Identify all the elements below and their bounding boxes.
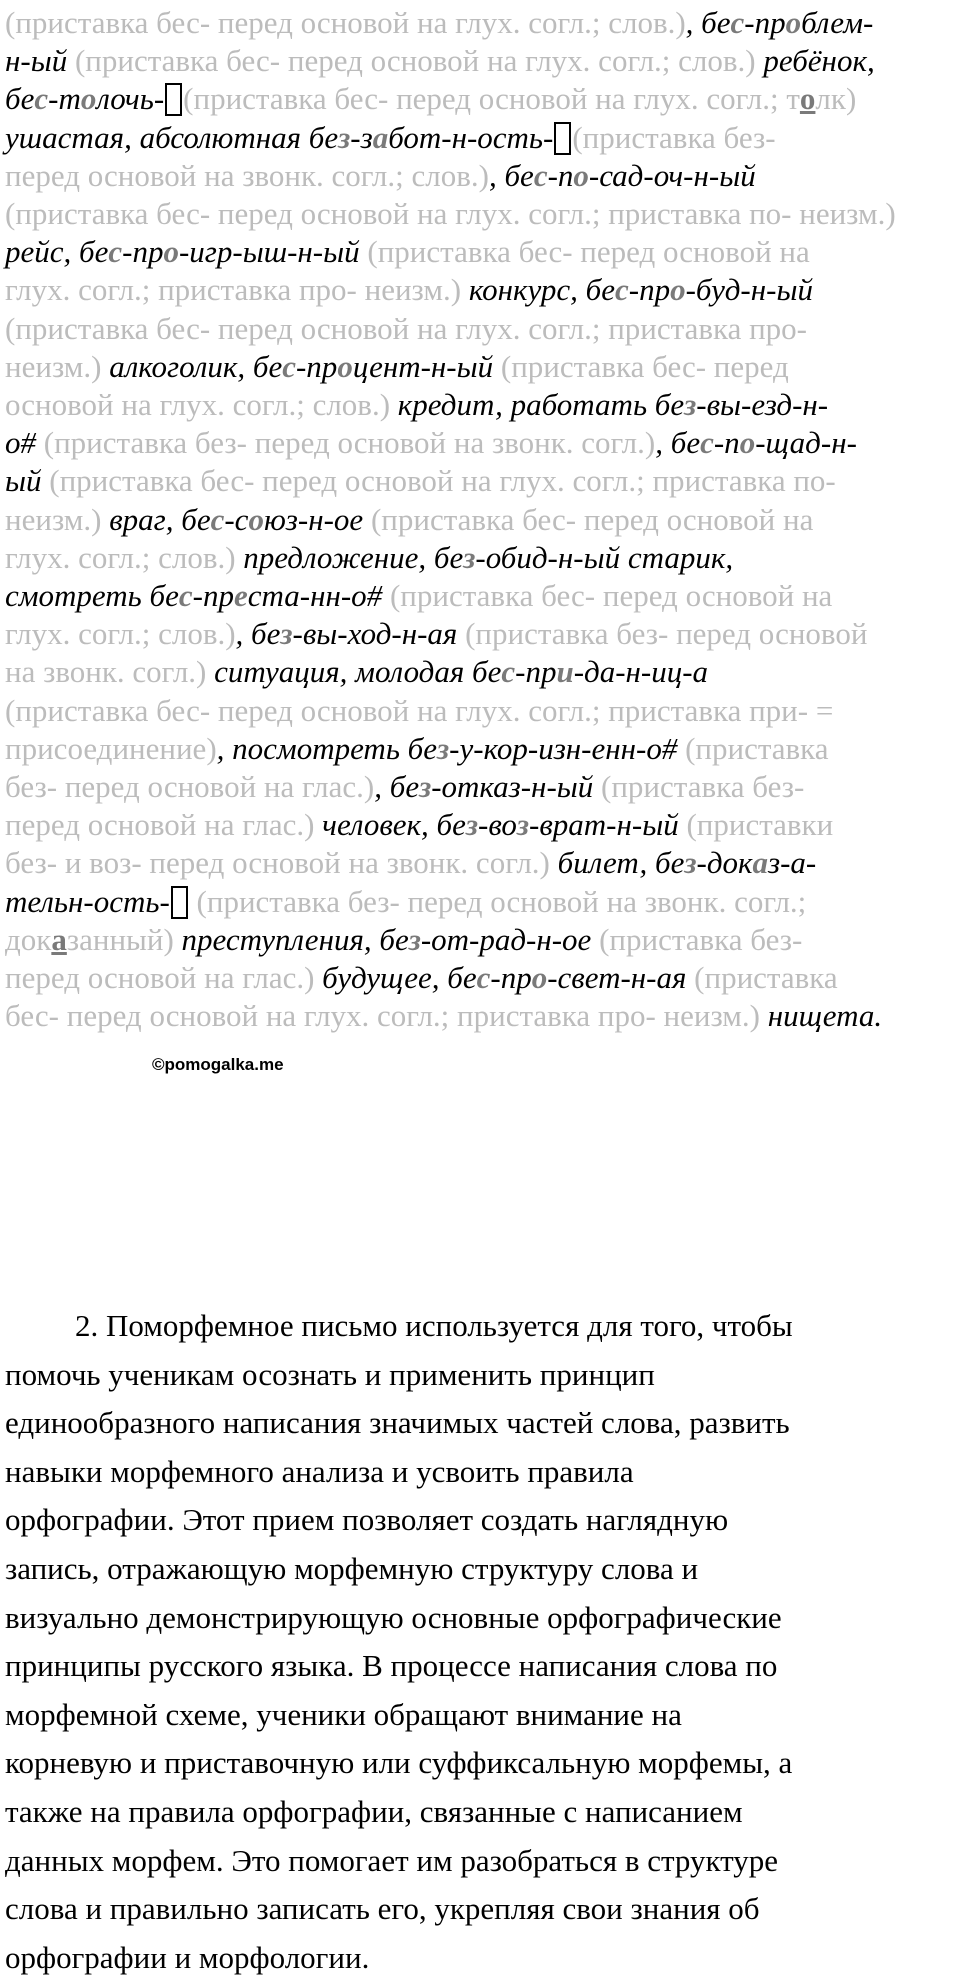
grammar-note: лк) bbox=[815, 81, 857, 117]
paragraph-line: орфографии. Этот прием позволяет создать наглядную bbox=[5, 1502, 729, 1538]
orthogram-letter: з bbox=[516, 807, 530, 843]
example-word: конкурс, бе bbox=[468, 272, 615, 308]
orthogram-letter: с bbox=[108, 234, 123, 270]
example-line bbox=[5, 118, 776, 158]
example-line bbox=[5, 843, 816, 883]
example-word: -вы-езд-н- bbox=[696, 387, 829, 422]
example-line bbox=[5, 423, 857, 463]
example-line bbox=[5, 652, 708, 692]
grammar-note: глух. согл.; приставка про- неизм.) bbox=[5, 272, 469, 308]
grammar-note: (приставка без- bbox=[572, 119, 776, 155]
grammar-note: (приставка без- перед основой на звонк. согл.) bbox=[36, 425, 656, 461]
example-line bbox=[5, 576, 832, 616]
example-line bbox=[5, 461, 836, 501]
example-word: -пр bbox=[122, 234, 164, 270]
grammar-note: (приставка без- перед основой на звонк. согл.; bbox=[188, 883, 807, 919]
example-word: -буд-н-ый bbox=[685, 272, 813, 308]
example-word: -сад-оч-н-ый bbox=[588, 157, 756, 193]
example-word: бот-н-ость- bbox=[388, 119, 554, 155]
example-word: человек, бе bbox=[322, 807, 466, 843]
example-word: ста-нн-о bbox=[247, 578, 367, 613]
example-word: -с bbox=[224, 501, 249, 537]
example-word: , бе bbox=[235, 616, 281, 652]
example-word: -пр bbox=[192, 578, 234, 613]
example-word: -у-кор-изн-енн-о bbox=[449, 730, 662, 766]
example-line bbox=[5, 309, 807, 349]
example-word: -игр-ыш-н-ый bbox=[178, 234, 360, 270]
watermark: ©pomogalka.me bbox=[152, 1055, 284, 1074]
example-word: -отказ-н-ый bbox=[431, 769, 594, 804]
example-line bbox=[5, 729, 829, 769]
grammar-note: на звонк. согл.) bbox=[5, 654, 215, 690]
example-line bbox=[5, 194, 896, 234]
example-word: -з bbox=[350, 119, 373, 155]
orthogram-letter: о bbox=[337, 348, 353, 384]
orthogram-letter: з bbox=[280, 616, 293, 652]
ending-mark: # bbox=[661, 730, 678, 766]
orthogram-letter: з bbox=[338, 119, 351, 155]
example-word: тельн-ость- bbox=[5, 883, 170, 919]
example-word: юз-н-ое bbox=[263, 501, 364, 537]
example-word: алкоголик, бе bbox=[109, 348, 283, 384]
grammar-note: (приставка бес- перед основой на глух. согл.; слов.) bbox=[67, 43, 764, 79]
example-word: -пр bbox=[515, 654, 557, 690]
orthogram-letter: о bbox=[670, 272, 686, 308]
example-word: н-ый bbox=[5, 43, 68, 79]
grammar-note: (приставка бес- перед основой на bbox=[359, 234, 810, 270]
example-word: смотреть бе bbox=[5, 578, 179, 613]
example-line bbox=[5, 614, 867, 654]
example-word: -во bbox=[478, 807, 517, 843]
grammar-note: (приставки bbox=[678, 807, 834, 843]
orthogram-letter: с bbox=[614, 272, 629, 308]
example-line bbox=[5, 920, 802, 960]
example-word: -п bbox=[547, 157, 574, 193]
example-line bbox=[5, 958, 838, 998]
example-word: -обид-н-ый старик, bbox=[475, 539, 734, 575]
example-line bbox=[5, 156, 756, 196]
orthogram-letter: а bbox=[752, 845, 769, 881]
zero-ending-box bbox=[165, 83, 182, 116]
example-line bbox=[5, 347, 789, 387]
example-word: -вы-ход-н-ая bbox=[292, 616, 458, 652]
grammar-note: без- перед основой на глас.) bbox=[5, 769, 375, 804]
example-line bbox=[5, 691, 833, 731]
paragraph-line: орфографии и морфологии. bbox=[5, 1939, 370, 1975]
orthogram-letter: з bbox=[684, 845, 697, 881]
zero-ending-box bbox=[554, 122, 571, 155]
zero-ending-box bbox=[171, 886, 188, 919]
orthogram-letter: з bbox=[419, 769, 432, 804]
example-word: -п bbox=[713, 425, 740, 461]
grammar-note: перед основой на глас.) bbox=[5, 807, 323, 843]
check-word-letter: о bbox=[799, 81, 816, 117]
orthogram-letter: з bbox=[465, 807, 479, 843]
example-word: -свет-н-ая bbox=[547, 960, 687, 995]
example-line bbox=[5, 79, 856, 119]
ending-mark: # bbox=[20, 425, 36, 461]
example-word: , бе bbox=[374, 769, 420, 804]
example-word: -да-н-иц-а bbox=[573, 654, 709, 690]
grammar-note: (приставка бес- перед основой на bbox=[363, 501, 814, 537]
example-word: враг, бе bbox=[109, 501, 211, 537]
grammar-note: глух. согл.; слов.) bbox=[5, 539, 244, 575]
grammar-note: (приставка bbox=[686, 960, 838, 995]
paragraph-line: данных морфем. Это помогает им разобраться в структуре bbox=[5, 1842, 779, 1878]
orthogram-letter: о bbox=[163, 234, 179, 270]
ending-mark: # bbox=[366, 578, 383, 613]
orthogram-letter: с bbox=[282, 348, 296, 384]
example-line bbox=[5, 232, 810, 272]
example-line bbox=[5, 882, 806, 922]
example-line bbox=[5, 996, 882, 1036]
orthogram-letter: о bbox=[573, 157, 589, 193]
orthogram-letter: с bbox=[700, 425, 714, 461]
example-line bbox=[5, 500, 813, 540]
orthogram-letter: с bbox=[476, 960, 491, 995]
example-word: бе bbox=[5, 81, 35, 117]
orthogram-letter: о bbox=[248, 501, 264, 537]
example-word: о bbox=[5, 425, 21, 461]
paragraph-line: запись, отражающую морфемную структуру слова и bbox=[5, 1550, 699, 1586]
orthogram-letter: с bbox=[501, 654, 516, 690]
grammar-note: (приставка бес- перед основой на глух. согл.; т bbox=[183, 81, 800, 117]
example-line bbox=[5, 538, 733, 578]
grammar-note: неизм.) bbox=[5, 348, 110, 384]
example-word: -док bbox=[696, 845, 753, 881]
grammar-note: глух. согл.; слов.) bbox=[5, 616, 236, 652]
example-word: ушастая, абсолютная бе bbox=[5, 119, 339, 155]
example-word: -от-рад-н-ое bbox=[420, 921, 592, 957]
grammar-note: неизм.) bbox=[5, 501, 110, 537]
grammar-note: перед основой на глас.) bbox=[5, 960, 323, 995]
paragraph-line: 2. Поморфемное письмо используется для того, чтобы bbox=[75, 1308, 793, 1343]
grammar-note: (приставка bbox=[677, 730, 829, 766]
example-word: предложение, бе bbox=[243, 539, 464, 575]
paragraph-line: навыки морфемного анализа и усвоить правила bbox=[5, 1453, 634, 1489]
example-word: лочь- bbox=[96, 81, 165, 117]
example-word: преступления, бе bbox=[181, 921, 409, 957]
orthogram-letter: с bbox=[34, 81, 49, 117]
grammar-note: (приставка бес- перед основой на глух. согл.; приставка про- bbox=[5, 310, 807, 346]
example-word: ребёнок, bbox=[763, 43, 875, 79]
orthogram-letter: о bbox=[785, 5, 802, 40]
grammar-note: (приставка бес- перед основой на bbox=[382, 578, 833, 613]
grammar-note: (приставка без- bbox=[591, 921, 803, 957]
paragraph-line: корневую и приставочную или суффиксальную морфемы, а bbox=[5, 1745, 793, 1781]
paragraph-line: визуально демонстрирующую основные орфографические bbox=[5, 1599, 782, 1635]
example-word: -пр bbox=[628, 272, 671, 308]
example-word: кредит, работать бе bbox=[397, 387, 685, 422]
example-word: -т bbox=[48, 81, 81, 117]
grammar-note: занный) bbox=[66, 921, 182, 957]
example-word: , бе bbox=[655, 425, 701, 461]
grammar-note: (приставка без- bbox=[593, 769, 805, 804]
example-word: -пр bbox=[490, 960, 532, 995]
example-line bbox=[5, 385, 828, 425]
example-line bbox=[5, 3, 873, 43]
grammar-note: основой на глух. согл.; слов.) bbox=[5, 387, 398, 422]
grammar-note: (приставка бес- перед основой на глух. согл.; приставка по- неизм.) bbox=[5, 196, 896, 231]
orthogram-letter: з bbox=[684, 387, 697, 422]
orthogram-letter: е bbox=[233, 578, 248, 613]
orthogram-letter: а bbox=[372, 119, 389, 155]
explanation-paragraph bbox=[5, 1302, 955, 1982]
grammar-note: (приставка бес- перед основой на глух. согл.; приставка по- bbox=[41, 463, 836, 499]
orthogram-letter: о bbox=[739, 425, 756, 461]
paragraph-line: помочь ученикам осознать и применить принцип bbox=[5, 1356, 655, 1392]
grammar-note: (приставка бес- перед bbox=[493, 348, 789, 384]
example-word: нищета. bbox=[767, 998, 883, 1034]
grammar-note: без- и воз- перед основой на звонк. согл.) bbox=[5, 845, 558, 881]
example-line bbox=[5, 767, 804, 807]
example-word: з-а- bbox=[768, 845, 817, 881]
grammar-note: (приставка бес- перед основой на глух. согл.; приставка при- = bbox=[5, 692, 834, 728]
grammar-note: присоединение) bbox=[5, 730, 217, 766]
orthogram-letter: с bbox=[730, 5, 745, 40]
orthogram-letter: з bbox=[408, 921, 421, 957]
example-line bbox=[5, 41, 875, 81]
paragraph-line: морфемной схеме, ученики обращают внимание на bbox=[5, 1696, 682, 1732]
example-word: , посмотреть бе bbox=[216, 730, 438, 766]
example-word: билет, бе bbox=[557, 845, 685, 881]
paragraph-line: единообразного написания значимых частей слова, развить bbox=[5, 1405, 790, 1441]
grammar-note: перед основой на звонк. согл.; слов.) bbox=[5, 157, 489, 193]
orthogram-letter: о bbox=[80, 81, 97, 117]
orthogram-letter: о bbox=[531, 960, 548, 995]
example-word: -врат-н-ый bbox=[529, 807, 679, 843]
check-word-letter: а bbox=[51, 921, 67, 957]
example-word: -щад-н- bbox=[755, 425, 857, 461]
example-line bbox=[5, 270, 813, 310]
example-line bbox=[5, 805, 833, 845]
grammar-note: док bbox=[5, 921, 52, 957]
orthogram-letter: с bbox=[533, 157, 548, 193]
example-word: будущее, бе bbox=[322, 960, 477, 995]
paragraph-line: принципы русского языка. В процессе написания слова по bbox=[5, 1648, 778, 1684]
example-word: ый bbox=[5, 463, 42, 499]
grammar-note: (приставка бес- перед основой на глух. согл.; слов.) bbox=[5, 5, 686, 40]
grammar-note: бес- перед основой на глух. согл.; приставка про- неизм.) bbox=[5, 998, 768, 1034]
example-word: блем- bbox=[801, 5, 874, 40]
example-word: -пр bbox=[295, 348, 338, 384]
example-word: ситуация, молодая бе bbox=[214, 654, 502, 690]
example-word: цент-н-ый bbox=[352, 348, 494, 384]
orthogram-letter: з bbox=[463, 539, 476, 575]
orthogram-letter: з bbox=[437, 730, 450, 766]
paragraph-line: слова и правильно записать его, укрепляя свои знания об bbox=[5, 1891, 760, 1927]
grammar-note: (приставка без- перед основой bbox=[457, 616, 868, 652]
example-word: рейс, бе bbox=[5, 234, 109, 270]
orthogram-letter: с bbox=[210, 501, 225, 537]
example-word: , бе bbox=[488, 157, 534, 193]
example-word: -пр bbox=[744, 5, 786, 40]
paragraph-line: также на правила орфографии, связанные с написанием bbox=[5, 1793, 743, 1829]
orthogram-letter: и bbox=[556, 654, 574, 690]
orthogram-letter: с bbox=[178, 578, 193, 613]
example-word: , бе bbox=[685, 5, 731, 40]
